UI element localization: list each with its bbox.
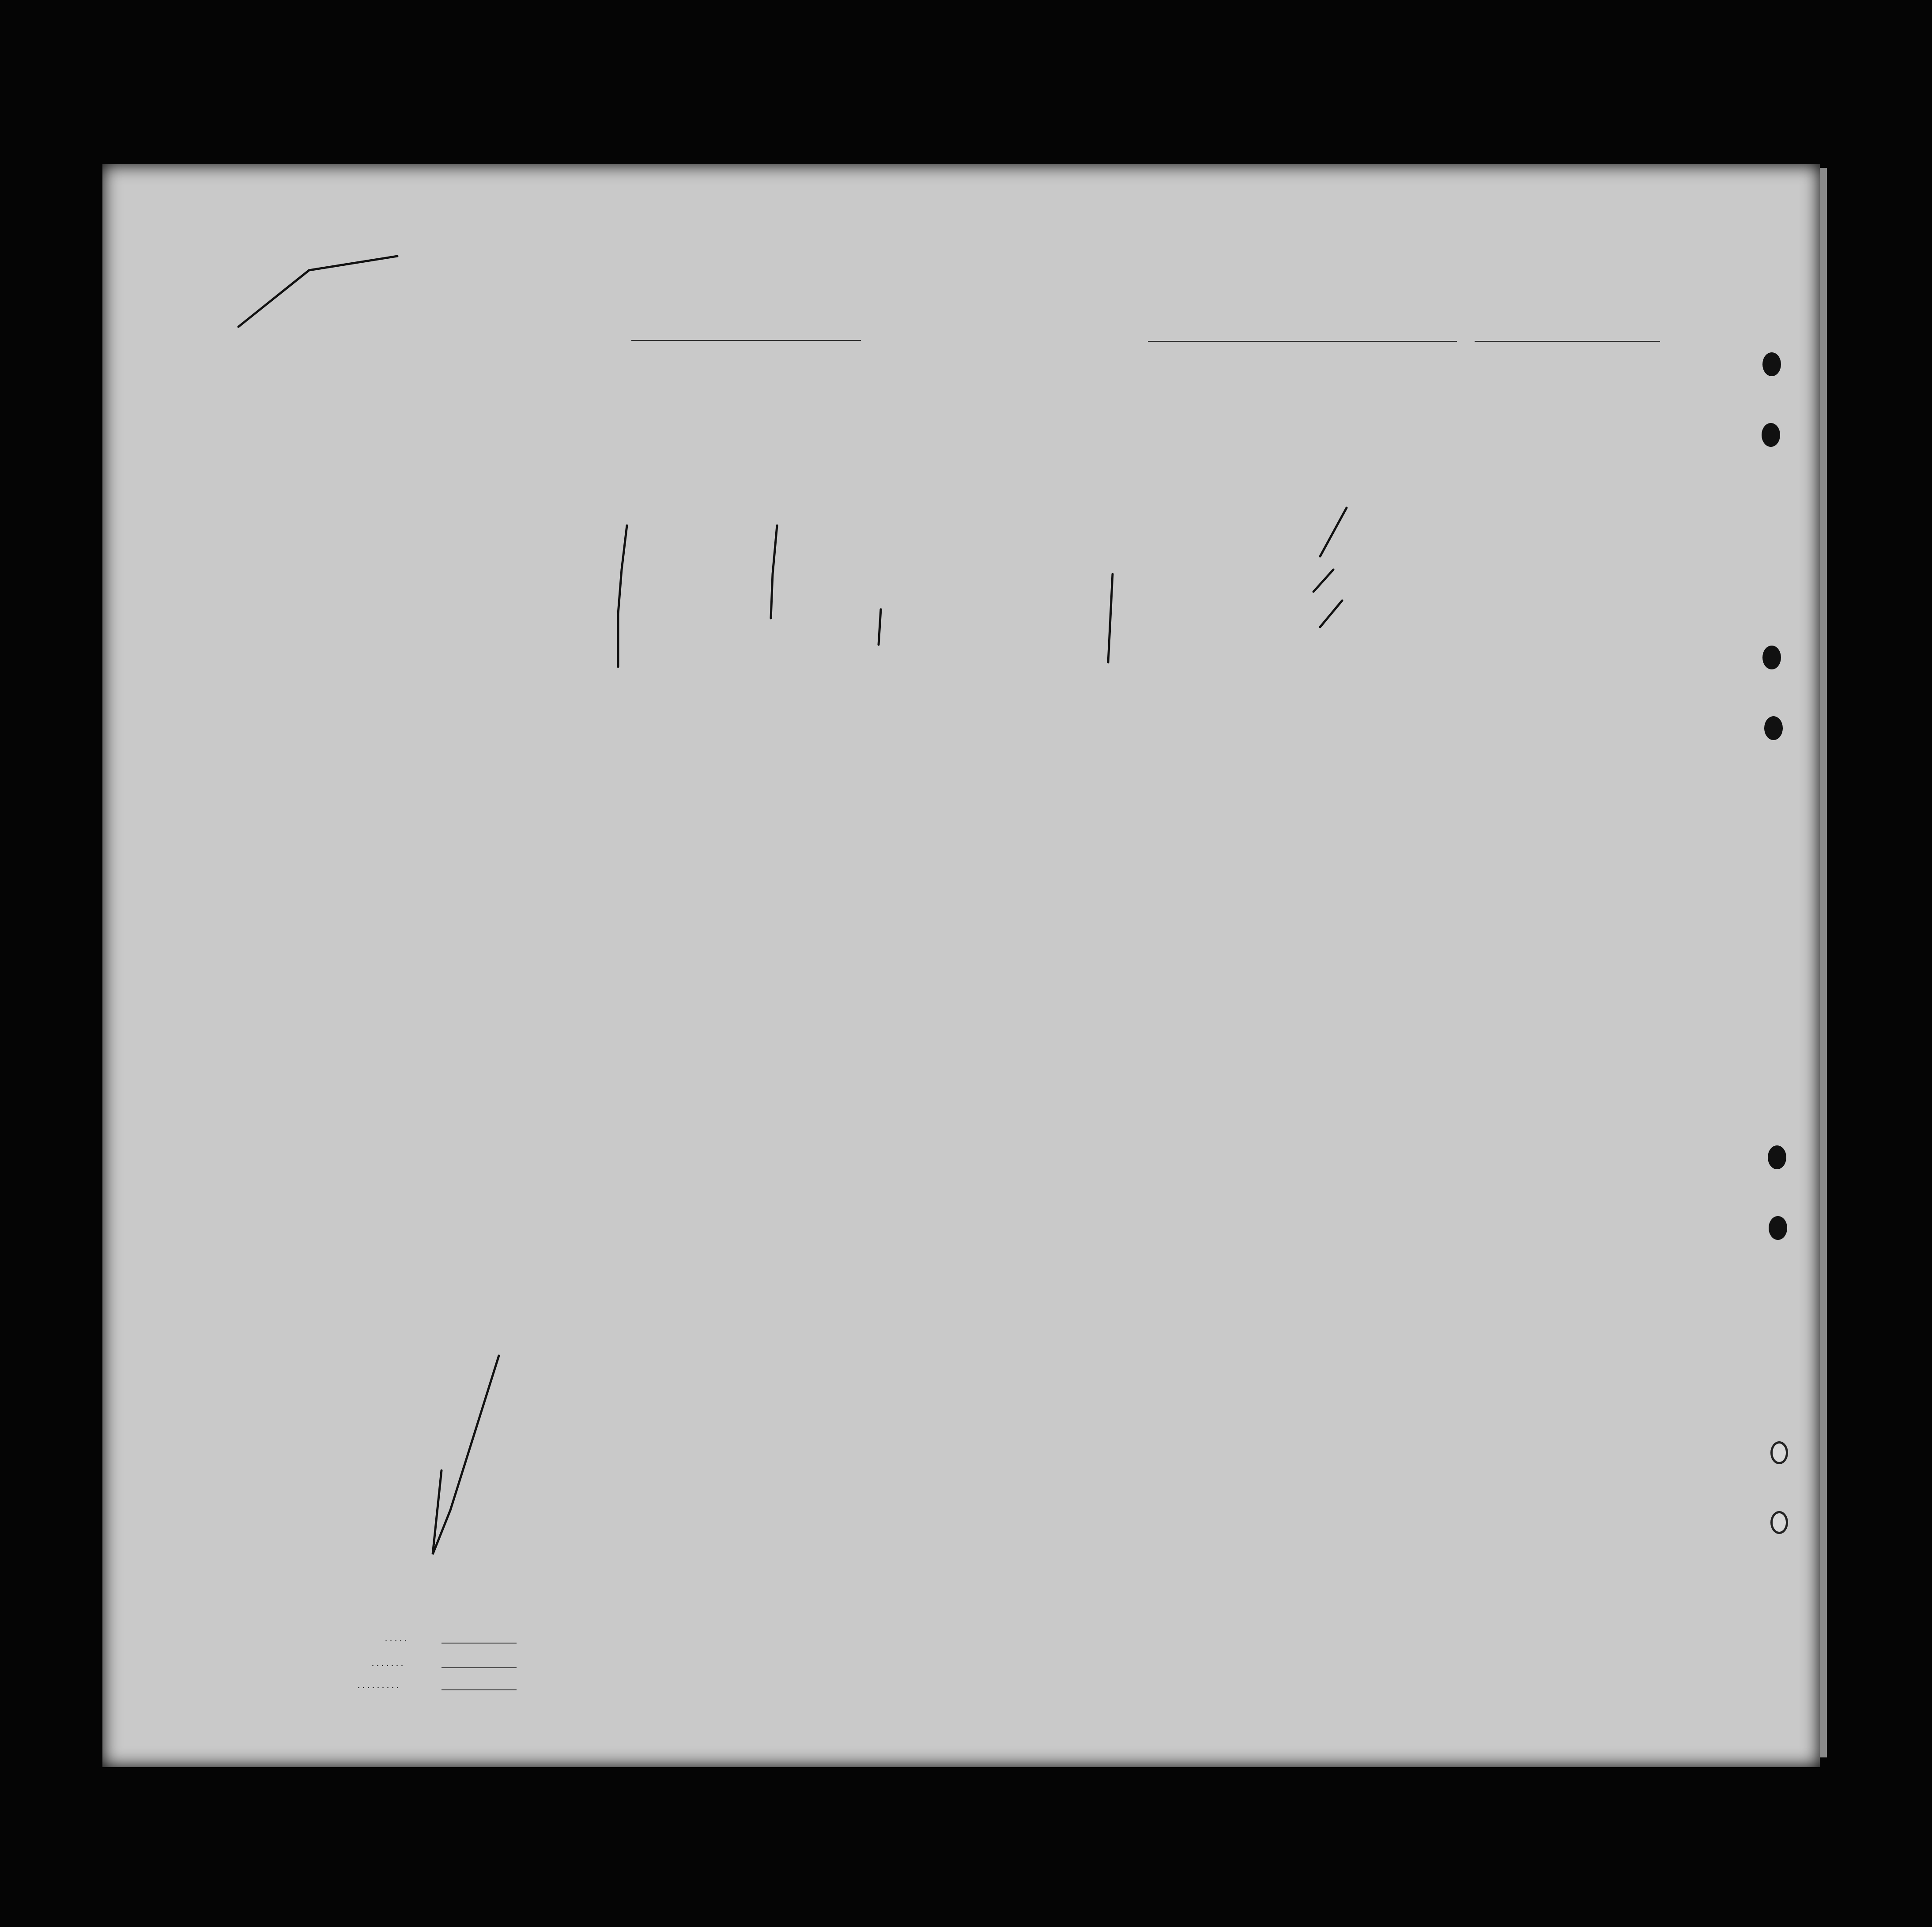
aliens-dots: ......... — [358, 1681, 401, 1690]
total-passengers-dots: ..... — [385, 1634, 409, 1644]
aliens-line — [441, 1689, 517, 1690]
binder-hole — [1770, 1441, 1788, 1464]
total-passengers-line — [441, 1643, 517, 1644]
list-stroke — [238, 256, 397, 327]
binder-hole — [1762, 646, 1781, 669]
binder-hole — [1764, 716, 1783, 740]
us-citizens-line — [441, 1667, 517, 1668]
binder-hole — [1762, 352, 1781, 376]
us-citizens-dots: ....... — [372, 1659, 406, 1668]
count-stroke — [433, 1356, 499, 1554]
binder-hole — [1768, 1145, 1786, 1169]
binder-hole — [1769, 1216, 1787, 1240]
read-check-strokes — [771, 525, 777, 618]
sex-check-strokes — [618, 525, 627, 667]
binder-hole — [1770, 1511, 1788, 1534]
binder-hole — [1762, 423, 1780, 447]
